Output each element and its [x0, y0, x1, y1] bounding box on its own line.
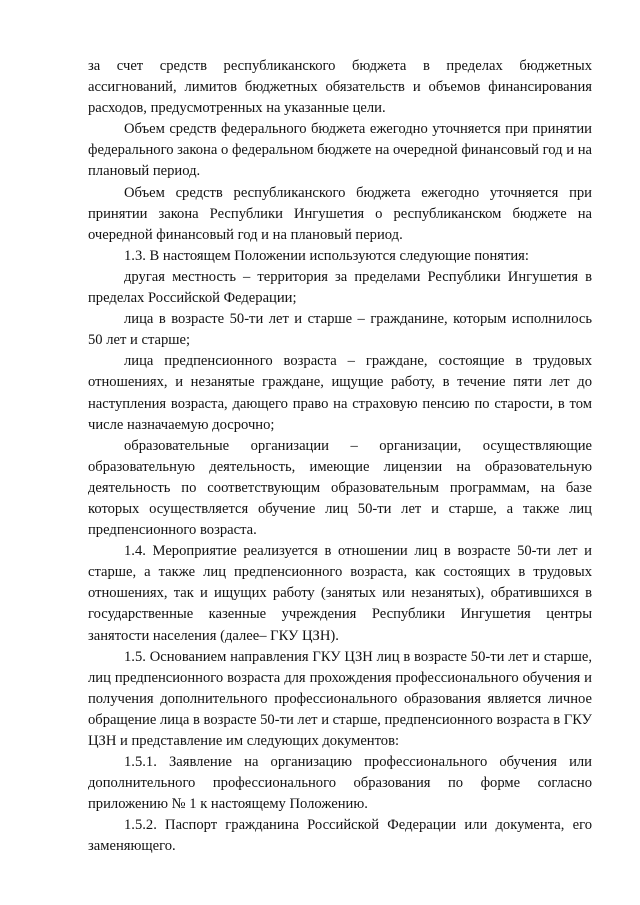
paragraph-section-1-5-2: 1.5.2. Паспорт гражданина Российской Федерации или документа, его заменяющего. [88, 817, 592, 855]
paragraph-republic-budget: Объем средств республиканского бюджета ежегодно уточняется при принятии закона Республики Ингушетия о республиканском бюджете на очередной финансовый год и на плановый период. [88, 184, 592, 243]
paragraph-federal-budget: Объем средств федерального бюджета ежегодно уточняется при принятии федерального закона о федеральном бюджете на очередной финансовый год и на плановый период. [88, 121, 592, 180]
definition-persons-50-plus: лица в возрасте 50-ти лет и старше – гражданине, которым исполнилось 50 лет и старше; [88, 311, 592, 349]
paragraph-section-1-3: 1.3. В настоящем Положении используются следующие понятия: [124, 247, 529, 264]
paragraph-section-1-5: 1.5. Основанием направления ГКУ ЦЗН лиц в возрасте 50-ти лет и старше, лиц предпенсионного возраста для прохождения профессионального обучения и получения дополнительного профессионального образования является личное обращение лица в возрасте 50-ти лет и старше, предпенсионного возраста в ГКУ ЦЗН и представление им следующих документов: [88, 648, 593, 749]
definition-educational-organizations: образовательные организации – организации, осуществляющие образовательную деятельность, имеющие лицензии на образовательную деятельность по соответствующим образовательным программам, на базе которых осуществляется обучение лиц 50-ти лет и старше, а также лиц предпенсионного возраста. [88, 437, 592, 539]
definition-other-locality: другая местность – территория за пределами Республики Ингушетия в пределах Российской Федерации; [88, 268, 592, 307]
document-page [88, 56, 592, 858]
paragraph-budget-funding: за счет средств республиканского бюджета в пределах бюджетных ассигнований, лимитов бюджетных обязательств и объемов финансирования расходов, предусмотренных на указанные цели. [88, 58, 592, 117]
definition-pre-retirement: лица предпенсионного возраста – граждане, состоящие в трудовых отношениях, и незанятые граждане, ищущие работу, в течение пяти лет до наступления возраста, дающего право на страховую пенсию по старости, в том числе назначаемую досрочно; [88, 353, 592, 433]
paragraph-section-1-4: 1.4. Мероприятие реализуется в отношении лиц в возрасте 50-ти лет и старше, а также лиц предпенсионного возраста, как состоящих в трудовых отношениях, так и ищущих работу (занятых или незанятых), обратившихся в государственные казенные учреждения Республики Ингушетия центры занятости населения (далее– ГКУ ЦЗН). [88, 543, 592, 644]
paragraph-section-1-5-1: 1.5.1. Заявление на организацию профессионального обучения или дополнительного профессионального образования по форме согласно приложению № 1 к настоящему Положению. [88, 754, 592, 813]
